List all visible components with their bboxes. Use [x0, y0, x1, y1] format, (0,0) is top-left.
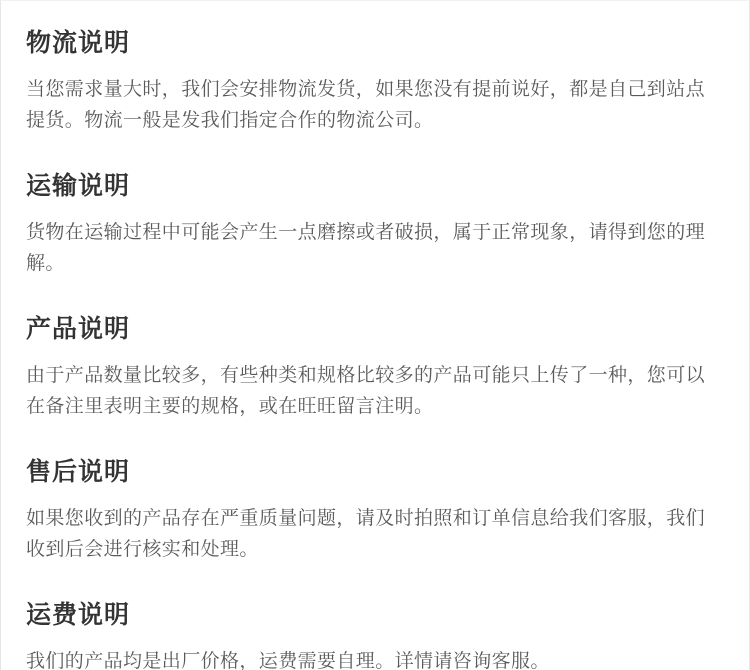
section-aftersales-note	[26, 456, 724, 565]
product-note-title: 产品说明	[26, 315, 131, 343]
logistics-note-body: 当您需求量大时，我们会安排物流发货，如果您没有提前说好，都是自己到站点提货。物流一般是发我们指定合作的物流公司。	[26, 79, 706, 131]
transport-note-body: 货物在运输过程中可能会产生一点磨擦或者破损，属于正常现象，请得到您的理解。	[26, 222, 706, 274]
transport-note-title: 运输说明	[26, 172, 131, 200]
section-logistics-note	[26, 27, 724, 136]
logistics-note-title: 物流说明	[26, 29, 131, 57]
section-product-note	[26, 313, 724, 422]
product-note-body: 由于产品数量比较多，有些种类和规格比较多的产品可能只上传了一种，您可以在备注里表明主要的规格，或在旺旺留言注明。	[26, 365, 706, 417]
aftersales-note-title: 售后说明	[26, 458, 131, 486]
aftersales-note-body: 如果您收到的产品存在严重质量问题，请及时拍照和订单信息给我们客服，我们收到后会进行核实和处理。	[26, 508, 706, 560]
section-transport-note	[26, 170, 724, 279]
section-freight-note	[26, 599, 724, 670]
freight-note-title: 运费说明	[26, 601, 131, 629]
freight-note-body: 我们的产品均是出厂价格，运费需要自理。详情请咨询客服。	[26, 651, 550, 670]
